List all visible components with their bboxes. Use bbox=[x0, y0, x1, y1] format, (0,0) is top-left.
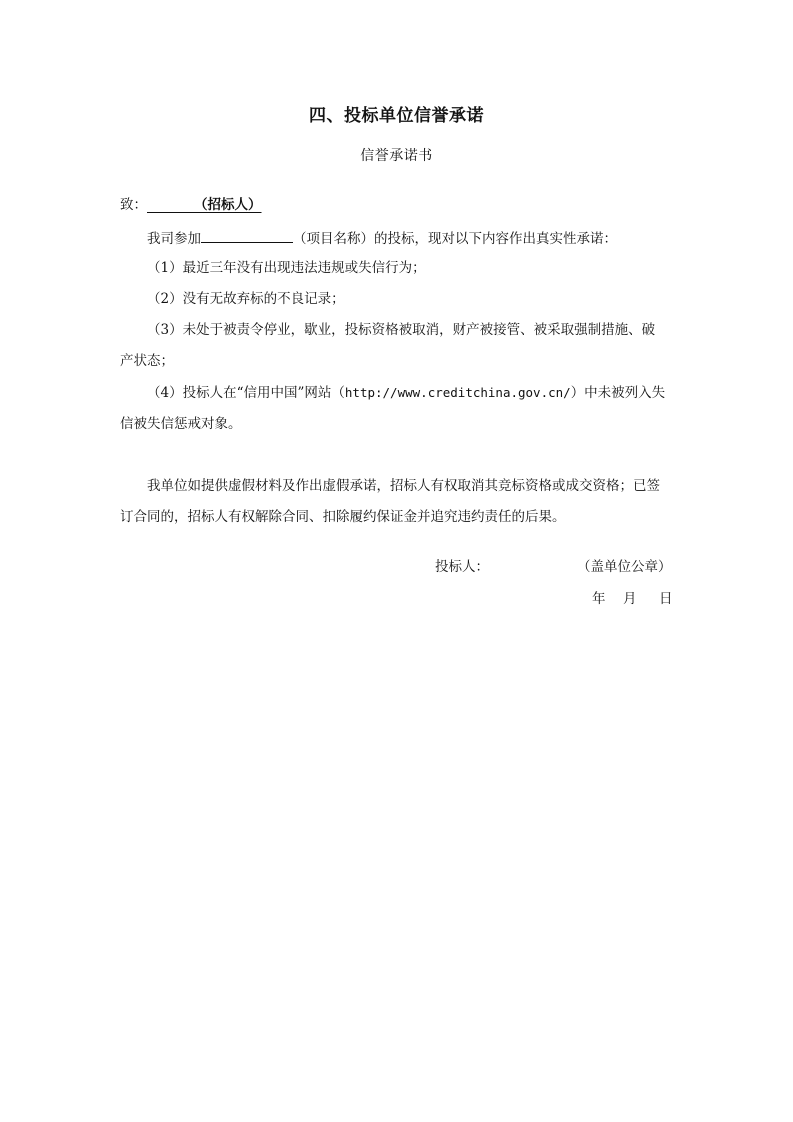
credit-china-url: http://www.creditchina.gov.cn/ bbox=[344, 385, 571, 400]
date-month: 月 bbox=[623, 591, 637, 607]
addressee-blank bbox=[147, 197, 194, 213]
commitment-item-3: （3）未处于被责令停业，歇业，投标资格被取消，财产被接管、被采取强制措施、破 bbox=[147, 322, 656, 338]
commitment-item-4 bbox=[147, 383, 665, 403]
seal-note: （盖单位公章） bbox=[577, 559, 672, 575]
addressee-line bbox=[120, 195, 262, 215]
item-4-suffix: ）中未被列入失 bbox=[570, 385, 666, 401]
date-day: 日 bbox=[659, 591, 673, 607]
date-year: 年 bbox=[592, 591, 606, 607]
intro-prefix: 我司参加 bbox=[147, 231, 201, 247]
section-heading: 四、投标单位信誉承诺 bbox=[309, 106, 484, 126]
signer-label: 投标人： bbox=[435, 559, 489, 575]
declaration-line-2: 订合同的，招标人有权解除合同、扣除履约保证金并追究违约责任的后果。 bbox=[120, 509, 566, 525]
item-4-prefix: （4）投标人在“信用中国”网站（ bbox=[147, 385, 345, 401]
commitment-item-4-cont: 信被失信惩戒对象。 bbox=[120, 416, 242, 432]
declaration-line-1: 我单位如提供虚假材料及作出虚假承诺，招标人有权取消其竞标资格或成交资格；已签 bbox=[147, 478, 660, 494]
intro-line bbox=[147, 227, 617, 249]
commitment-item-2: （2）没有无故弃标的不良记录； bbox=[147, 291, 345, 307]
project-name-blank bbox=[201, 227, 293, 243]
intro-suffix: （项目名称）的投标，现对以下内容作出真实性承诺： bbox=[293, 231, 617, 247]
addressee-name: （招标人） bbox=[194, 197, 262, 213]
addressee-label: 致： bbox=[120, 197, 147, 213]
document-subtitle: 信誉承诺书 bbox=[360, 148, 433, 164]
commitment-item-1: （1）最近三年没有出现违法违规或失信行为； bbox=[147, 260, 426, 276]
commitment-item-3-cont: 产状态； bbox=[120, 353, 174, 369]
